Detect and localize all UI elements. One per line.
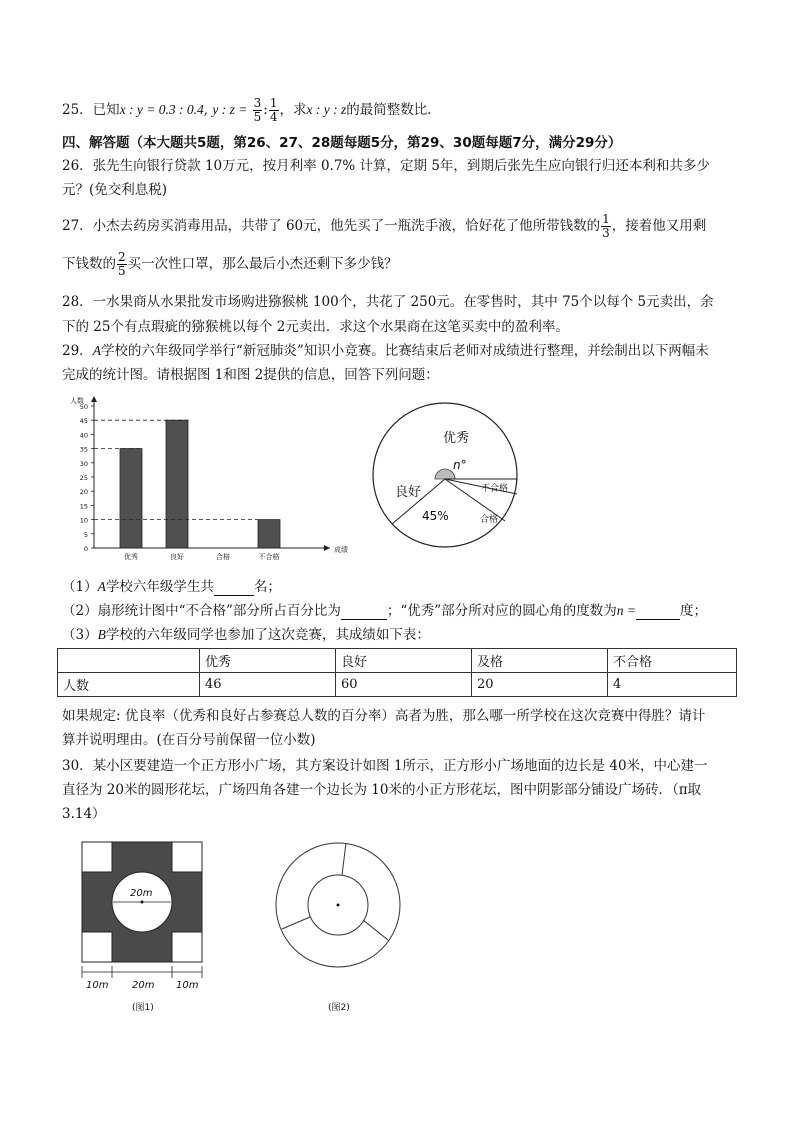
- section-heading: 四、解答题（本大题共5题，第26、27、28题每题5分，第29、30题每题7分，满分29分）: [62, 135, 622, 151]
- y-tick-label: 25: [79, 474, 88, 482]
- y-tick-label: 35: [79, 445, 88, 454]
- pie-label-good-percent: 45%: [422, 509, 449, 523]
- question-28-line2: 下的 25个有点瑕疵的猕猴桃以每个 2元卖出．求这个水果商在这笔买卖中的盈利率。: [62, 319, 569, 335]
- fraction-1-3: $\frac{1}{3}$: [602, 212, 610, 240]
- question-29-part3: （3）B学校的六年级同学也参加了这次竞赛，其成绩如下表：: [62, 627, 430, 643]
- table-cell: 60: [336, 673, 472, 697]
- x-axis-arrow: [324, 545, 330, 551]
- bar-chart-plot: [70, 396, 348, 561]
- diameter-label: 20m: [130, 888, 153, 899]
- corner-flowerbed: [82, 842, 112, 872]
- corner-flowerbed: [82, 932, 112, 962]
- bar-chart: [62, 392, 352, 562]
- figure-2: [270, 838, 410, 1018]
- y-tick-label: 10: [79, 516, 88, 525]
- fraction-1-4: $\frac{1}{4}$: [269, 96, 278, 124]
- question-29-after2: 算并说明理由。(在百分号前保留一位小数): [62, 732, 316, 748]
- y-tick-label: 40: [79, 431, 88, 440]
- pie-label-good: 良好: [395, 485, 422, 500]
- figure-caption: (图1): [132, 1003, 154, 1013]
- figure-caption: (图2): [328, 1003, 350, 1013]
- corner-flowerbed: [172, 842, 202, 872]
- question-29-part2: （2）扇形统计图中“不合格”部分所占百分比为 ；“优秀”部分所对应的圆心角的度数为n = 度；: [62, 603, 707, 619]
- answer-blank[interactable]: [214, 595, 254, 596]
- question-26-line1: 26．张先生向银行贷款 10万元，按月利率 0.7% 计算，定期 5年，到期后张先生应向银行归还本利和共多少: [62, 158, 710, 174]
- y-tick-label: 30: [79, 459, 88, 468]
- x-axis-label: 成绩: [334, 546, 348, 554]
- x-tick-label: 良好: [170, 553, 184, 561]
- x-tick-label: 不合格: [258, 553, 280, 561]
- table-header-cell: 及格: [472, 649, 608, 673]
- question-28-line1: 28．一水果商从水果批发市场购进猕猴桃 100个，共花了 250元。在零售时，其中 75个以每个 5元卖出，余: [62, 294, 714, 310]
- table-header-row: [58, 649, 737, 673]
- pie-label-pass: 合格: [480, 515, 499, 525]
- question-25: 25．已知x : y = 0.3 : 0.4, y : z = $\frac{3}{5}$ : $\frac{1}{4}$ ，求x : y : z的最简整数比．: [62, 96, 441, 124]
- y-tick-label: 50: [79, 403, 88, 411]
- question-29-line1: 29．A学校的六年级同学举行“新冠肺炎”知识小竞赛。比赛结束后老师对成绩进行整理，并绘制出以下两幅未: [62, 343, 709, 359]
- question-30-line1: 30．某小区要建造一个正方形小广场，其方案设计如图 1所示，正方形小广场地面的边长是 40米，中心建一: [62, 758, 708, 774]
- bar-3: [258, 520, 280, 548]
- question-29-line2: 完成的统计图。请根据图 1和图 2提供的信息，回答下列问题：: [62, 367, 439, 383]
- corner-flowerbed: [172, 932, 202, 962]
- dim-label: 10m: [86, 980, 109, 991]
- center-dot: [141, 901, 144, 904]
- pie-label-fail: 不合格: [481, 484, 509, 494]
- pie-angle-label: n°: [453, 458, 467, 472]
- table-header-cell: [58, 649, 200, 673]
- fraction-3-5: $\frac{3}{5}$: [253, 96, 262, 124]
- question-29-part1: （1）A学校六年级学生共 名；: [62, 579, 281, 595]
- y-tick-label: 45: [79, 417, 88, 426]
- dim-label: 20m: [132, 980, 155, 991]
- y-axis-arrow: [91, 396, 97, 402]
- question-30-line3: 3.14）: [62, 806, 106, 822]
- question-26-line2: 元？(免交利息税): [62, 182, 168, 198]
- table-cell: 20: [472, 673, 608, 697]
- table-header-cell: 不合格: [608, 649, 737, 673]
- table-header-cell: 良好: [336, 649, 472, 673]
- table-cell: 46: [200, 673, 336, 697]
- score-table: [57, 648, 737, 697]
- x-tick-label: 优秀: [124, 553, 138, 561]
- table-header-cell: 优秀: [200, 649, 336, 673]
- question-27-line2: 下钱数的 $\frac{2}{5}$ 买一次性口罩，那么最后小杰还剩下多少钱？: [62, 250, 398, 278]
- question-27-line1: 27．小杰去药房买消毒用品，共带了 60元，他先买了一瓶洗手液，恰好花了他所带钱数的 $\frac{1}{3}$ ，接着他又用剩: [62, 212, 707, 240]
- pie-label-excellent: 优秀: [443, 431, 470, 446]
- x-tick-label: 合格: [216, 553, 230, 561]
- question-30-line2: 直径为 20米的圆形花坛，广场四角各建一个边长为 10米的小正方形花坛，图中阴影部分铺设广场砖．（π取: [62, 782, 702, 798]
- bar-0: [120, 449, 142, 548]
- table-row: [58, 673, 737, 697]
- y-tick-label: 5: [83, 530, 88, 539]
- y-tick-label: 15: [79, 502, 88, 511]
- y-tick-label: 0: [83, 545, 88, 553]
- bar-1: [166, 420, 188, 548]
- answer-blank[interactable]: [341, 619, 387, 620]
- y-axis-label: 人数: [70, 397, 84, 405]
- question-29-after1: 如果规定: 优良率（优秀和良好占参赛总人数的百分率）高者为胜，那么哪一所学校在这次竞赛中得胜？请计: [62, 708, 706, 724]
- y-tick-label: 20: [79, 488, 88, 497]
- center-dot: [337, 904, 340, 907]
- pie-chart: [365, 395, 525, 555]
- answer-blank[interactable]: [636, 619, 680, 620]
- table-cell: 人数: [58, 673, 200, 697]
- figure-1: [72, 838, 212, 1018]
- fraction-2-5: $\frac{2}{5}$: [118, 250, 126, 278]
- table-cell: 4: [608, 673, 737, 697]
- dim-label: 10m: [176, 980, 199, 991]
